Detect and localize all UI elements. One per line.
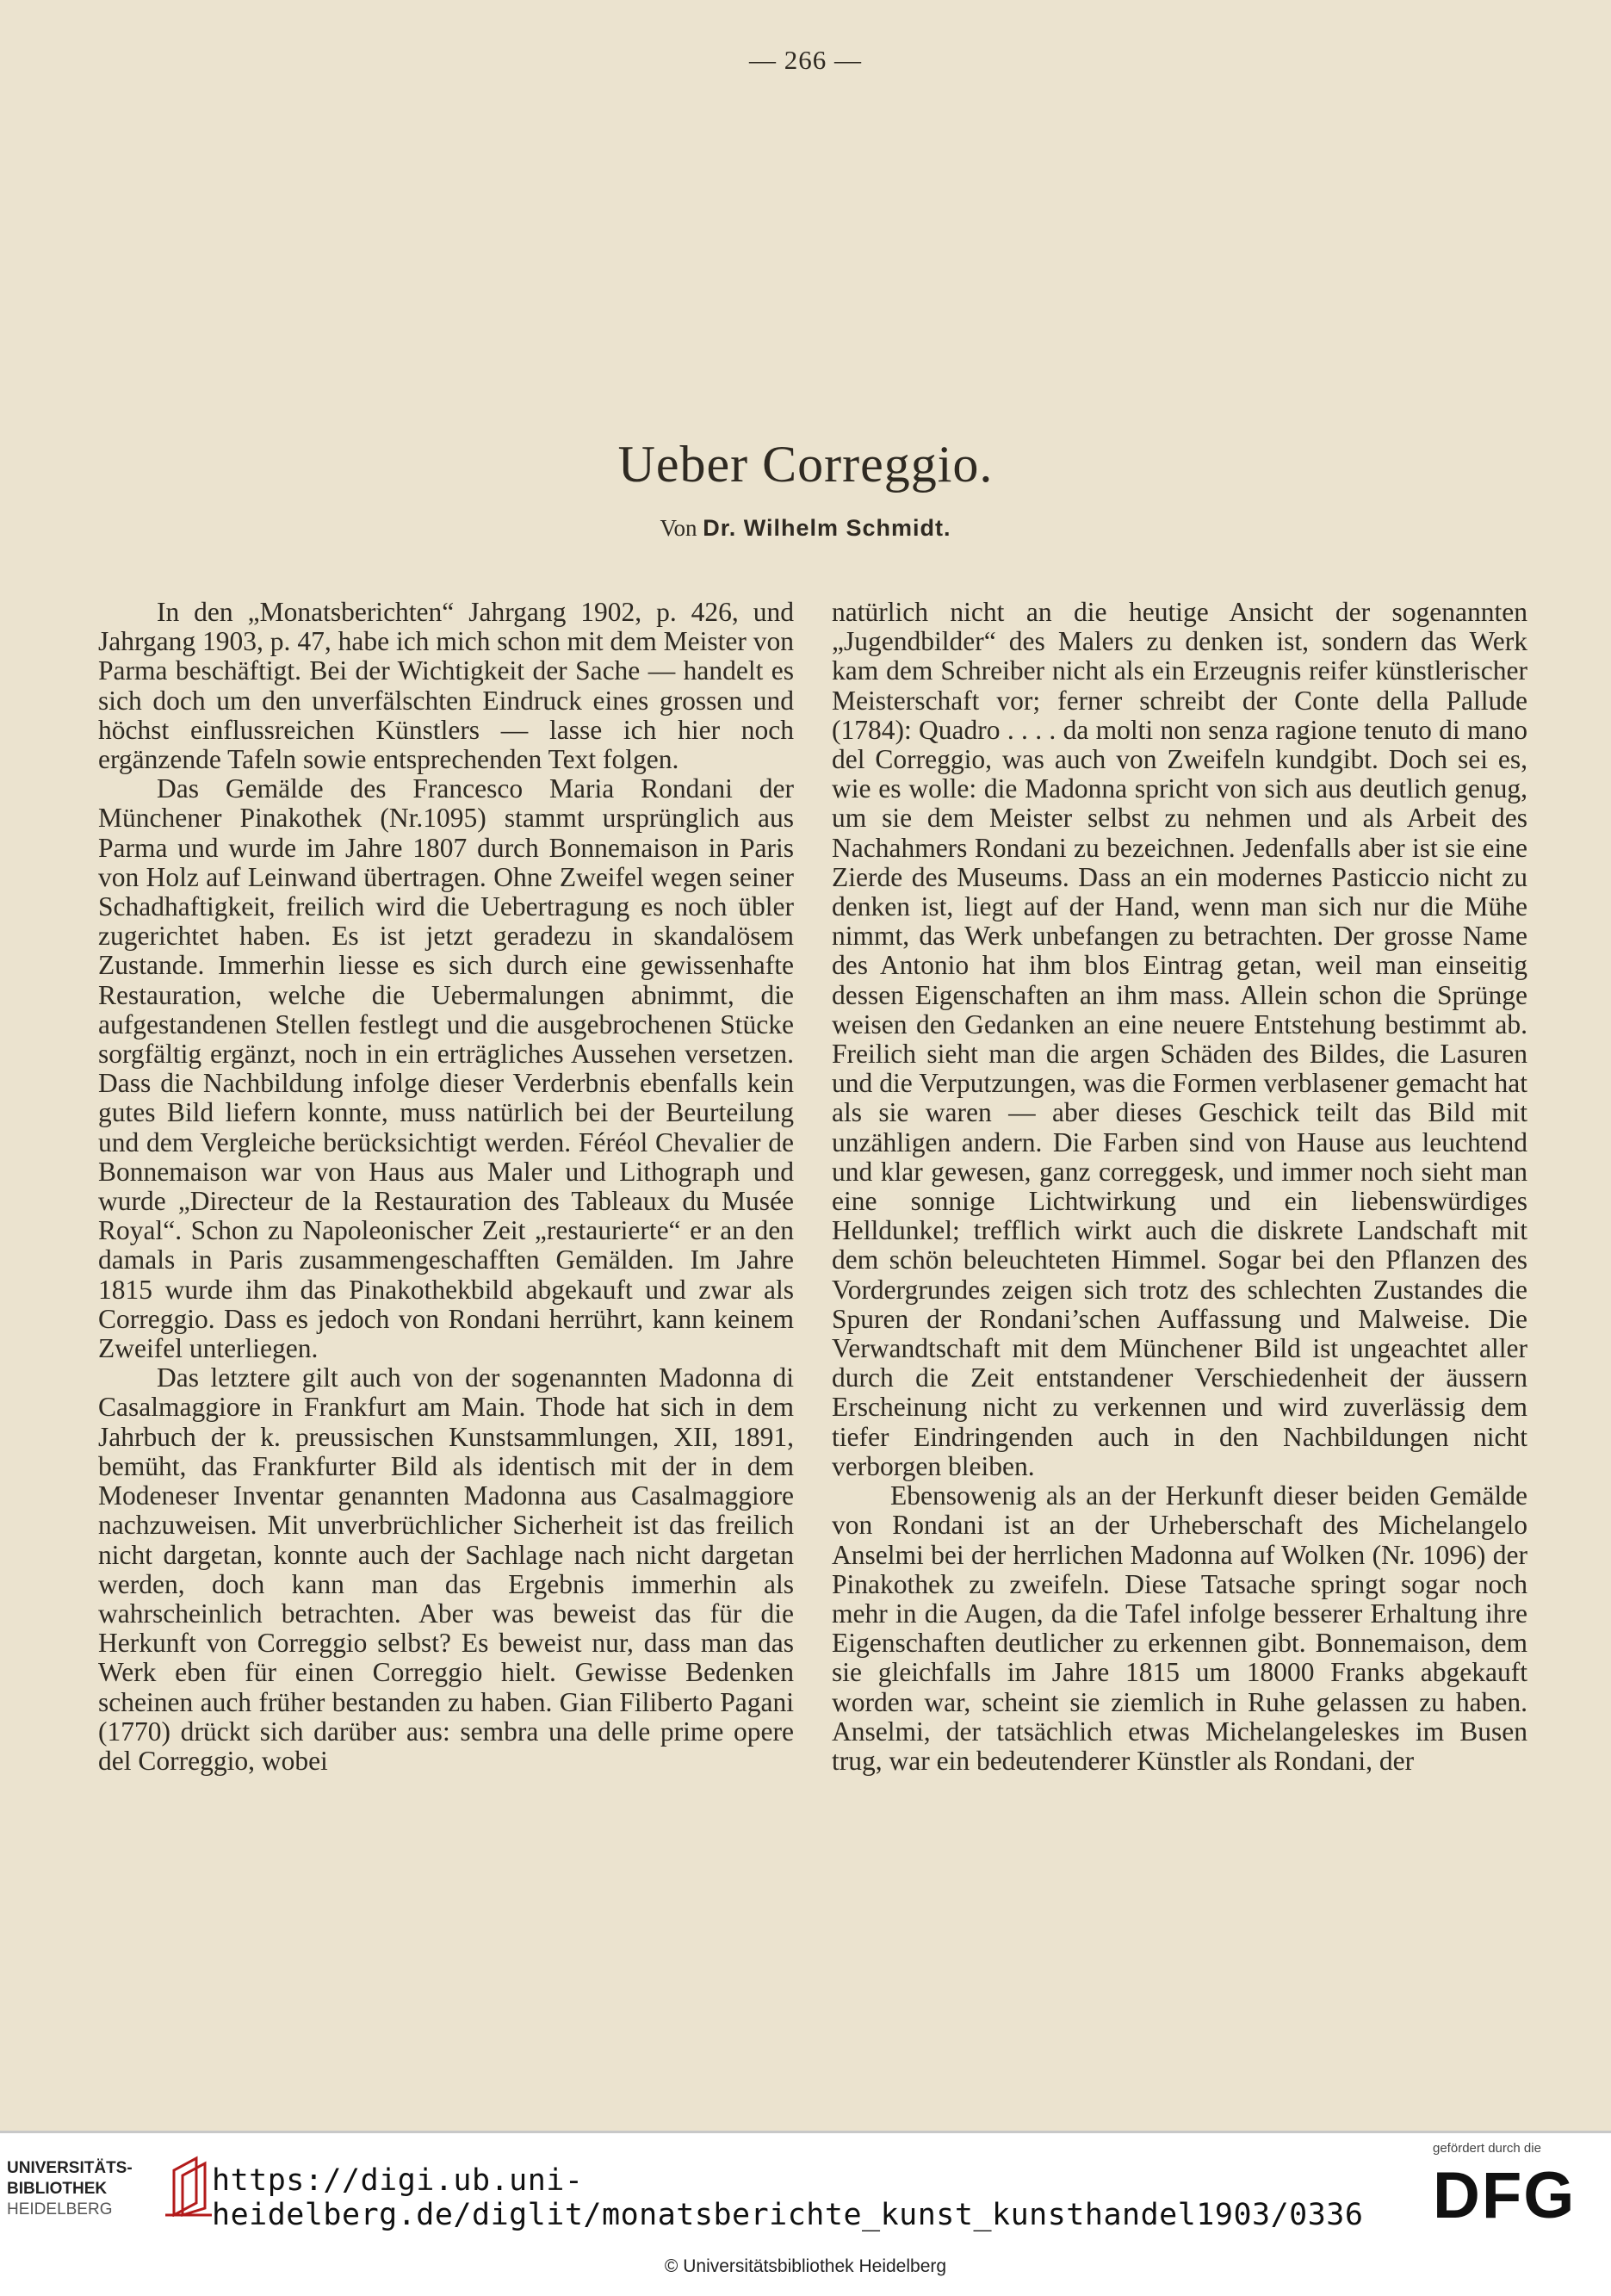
library-name-line: UNIVERSITÄTS- bbox=[7, 2159, 133, 2177]
copyright-notice: © Universitätsbibliothek Heidelberg bbox=[664, 2256, 947, 2276]
digitization-footer bbox=[0, 2131, 1611, 2296]
library-name bbox=[7, 2158, 188, 2220]
paragraph: Ebensowenig als an der Herkunft dieser beiden Gemälde von Rondani ist an der Urheberschaft des Michelangelo Anselmi bei der herrlichen Madonna auf Wolken (Nr. 1096) der Pinakothek zu zweifeln. Diese Tatsache springt sogar noch mehr in die Augen, da die Tafel infolge besserer Erhaltung ihre Eigenschaften deutlicher zu erkennen gibt. Bonnemaison, dem sie gleichfalls im Jahre 1815 um 18000 Franks abgekauft worden war, scheint sie ziemlich in Ruhe gelassen zu haben. Anselmi, der tatsächlich etwas Michelangeleskes im Busen trug, war ein bedeutenderer Künstler als Rondani, der bbox=[832, 1480, 1527, 1776]
byline bbox=[0, 515, 1611, 542]
byline-prefix: Von bbox=[660, 515, 697, 541]
library-name-line: HEIDELBERG bbox=[7, 2200, 113, 2218]
footer-divider bbox=[0, 2131, 1611, 2133]
right-column bbox=[832, 598, 1527, 1776]
byline-author: Dr. Wilhelm Schmidt. bbox=[703, 515, 951, 541]
paragraph: natürlich nicht an die heutige Ansicht der sogenannten „Jugendbilder“ des Malers zu denken ist, sondern das Werk kam dem Schreiber nicht als ein Erzeugnis reifer künstlerischer Meisterschaft vor; ferner schreibt der Conte della Pallude (1784): Quadro . . . . da molti non senza ragione tenuto di mano del Correggio, was auch von Zweifeln kundgibt. Doch sei es, wie es wolle: die Madonna spricht von sich aus deutlich genug, um sie dem Meister selbst zu nehmen und als Arbeit des Nachahmers Rondani zu bezeichnen. Jedenfalls aber ist sie eine Zierde des Museums. Dass an ein modernes Pasticcio nicht zu denken ist, liegt auf der Hand, wenn man sich nur die Mühe nimmt, das Werk unbefangen zu betrachten. Der grosse Name des Antonio hat ihm blos Eintrag getan, weil man einseitig dessen Eigenschaften an ihm mass. Allein schon die Sprünge weisen den Gedanken an eine neuere Entstehung bestimmt ab. Freilich sieht man die argen Schäden des Bildes, die Lasuren und die Verputzungen, was die Formen verblasener gemacht hat als sie waren — aber dieses Geschick teilt das Bild mit unzähligen andern. Die Farben sind von Hause aus leuchtend und klar gewesen, ganz correggesk, und immer noch sieht man eine sonnige Lichtwirkung und ein liebenswürdiges Helldunkel; trefflich wirkt auch die diskrete Landschaft mit dem schön beleuchteten Himmel. Sogar bei den Pflanzen des Vordergrundes zeigen sich trotz des schlechten Zustandes die Spuren der Rondani’schen Auffassung und Malweise. Die Verwandtschaft mit dem Münchener Bild ist ungeachtet aller durch die Zeit entstandener Verschiedenheit der äussern Erscheinung nicht zu verkennen und wird zuverlässig dem tiefer Eindringenden auch in den Nachbildungen nicht verborgen bleiben. bbox=[832, 597, 1527, 1481]
page-number: — 266 — bbox=[749, 45, 862, 75]
permalink-url[interactable]: https://digi.ub.uni-heidelberg.de/diglit/monatsberichte_kunst_kunsthandel1903/0336 bbox=[212, 2163, 1364, 2232]
paragraph: In den „Monatsberichten“ Jahrgang 1902, p. 426, und Jahrgang 1903, p. 47, habe ich mich schon mit dem Meister von Parma beschäftigt. Bei der Wichtigkeit der Sache — handelt es sich doch um den unverfälschten Eindruck eines grossen und höchst einflussreichen Künstlers — lasse ich hier noch ergänzende Tafeln sowie entsprechenden Text folgen. bbox=[98, 597, 794, 775]
paragraph: Das letztere gilt auch von der sogenannten Madonna di Casalmaggiore in Frankfurt am Main. Thode hat sich in dem Jahrbuch der k. preussischen Kunstsammlungen, XII, 1891, bemüht, das Frankfurter Bild als identisch mit der in dem Modeneser Inventar genannten Madonna aus Casalmaggiore nachzuweisen. Mit unverbrüchlicher Sicherheit ist das freilich nicht dargetan, konnte auch der Sachlage nach nicht dargetan werden, doch kann man das Ergebnis immerhin als wahrscheinlich betrachten. Aber was beweist das für die Herkunft von Correggio selbst? Es beweist nur, dass man das Werk eben für einen Correggio hielt. Gewisse Bedenken scheinen auch früher bestanden zu haben. Gian Filiberto Pagani (1770) drückt sich darüber aus: sembra una delle prime opere del Correggio, wobei bbox=[98, 1362, 794, 1776]
library-name-line: BIBLIOTHEK bbox=[7, 2180, 108, 2198]
dfg-logo: DFG bbox=[1433, 2159, 1577, 2232]
library-logo-icon bbox=[162, 2155, 215, 2217]
article-title: Ueber Correggio. bbox=[617, 436, 994, 493]
left-column bbox=[98, 598, 794, 1776]
paragraph: Das Gemälde des Francesco Maria Rondani der Münchener Pinakothek (Nr.1095) stammt ursprünglich aus Parma und wurde im Jahre 1807 durch Bonnemaison in Paris von Holz auf Leinwand übertragen. Ohne Zweifel wegen seiner Schadhaftigkeit, freilich wird die Uebertragung es noch übler zugerichtet haben. Es ist jetzt geradezu in skandalösem Zustande. Immerhin liesse es sich durch eine gewissenhafte Restauration, welche die Uebermalungen abnimmt, die aufgestandenen Stellen festlegt und die ausgebrochenen Stücke sorgfältig ergänzt, noch in ein erträgliches Aussehen versetzen. Dass die Nachbildung infolge dieser Verderbnis ebenfalls kein gutes Bild liefern konnte, muss natürlich bei der Beurteilung und dem Vergleiche berücksichtigt werden. Féréol Chevalier de Bonnemaison war von Haus aus Maler und Lithograph und wurde „Directeur de la Restauration des Tableaux du Musée Royal“. Schon zu Napoleonischer Zeit „restaurierte“ er an den damals in Paris zusammengeschafften Gemälden. Im Jahre 1815 wurde ihm das Pinakothekbild abgekauft und zwar als Correggio. Dass es jedoch von Rondani herrührt, kann keinem Zweifel unterliegen. bbox=[98, 773, 794, 1364]
funding-label: gefördert durch die bbox=[1433, 2141, 1541, 2156]
